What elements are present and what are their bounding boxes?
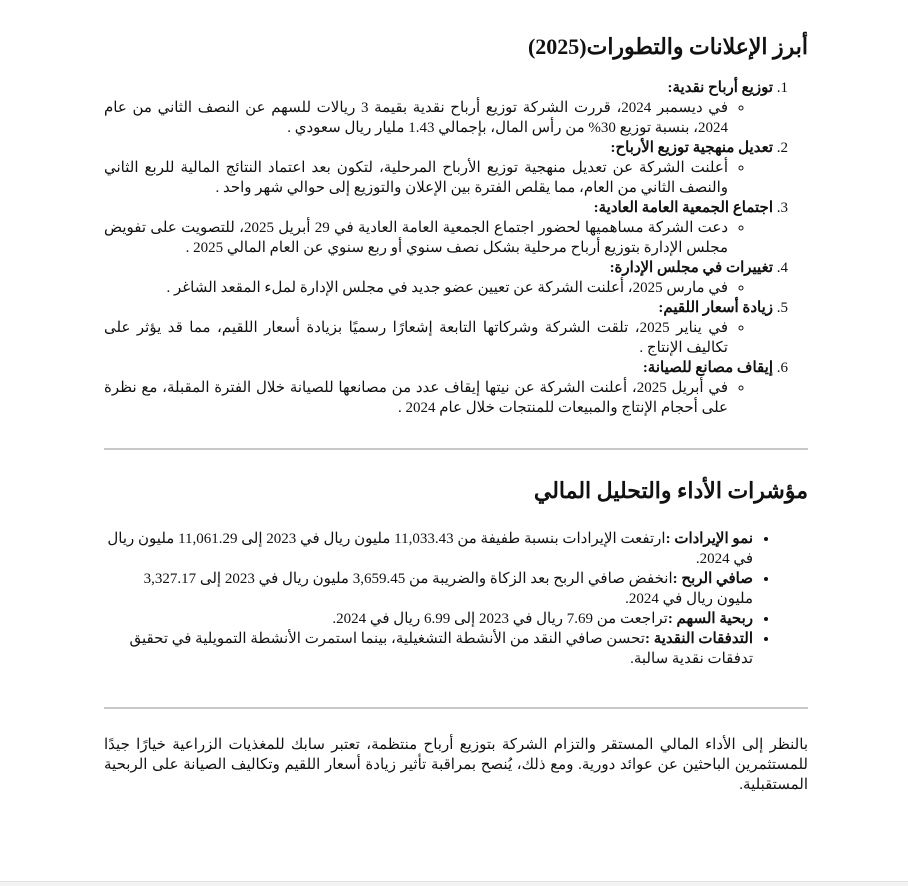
announcement-detail-list	[104, 218, 773, 258]
performance-item	[104, 629, 753, 669]
announcement-title: تعديل منهجية توزيع الأرباح:	[610, 140, 773, 156]
announcement-title: توزيع أرباح نقدية:	[667, 80, 773, 96]
announcement-detail: ◦ دعت الشركة مساهميها لحضور اجتماع الجمعية العامة العادية في 29 أبريل 2025، للتصويت على تفويض مجلس الإدارة بتوزيع أرباح مرحلية بشكل نصف سنوي أو ربع سنوي عن العام المالي 2025 .	[104, 218, 728, 258]
announcement-detail-list	[104, 378, 773, 418]
announcement-item	[104, 258, 773, 298]
announcement-title: زيادة أسعار اللقيم:	[658, 300, 773, 316]
announcement-detail-list	[104, 278, 773, 298]
performance-text: تراجعت من 7.69 ريال في 2023 إلى 6.99 ريال في 2024.	[332, 611, 668, 627]
announcement-title: اجتماع الجمعية العامة العادية:	[593, 200, 773, 216]
announcements-list	[104, 78, 808, 418]
performance-item	[104, 609, 753, 629]
announcement-item	[104, 298, 773, 358]
performance-list	[104, 529, 808, 669]
announcement-detail-list	[104, 98, 773, 138]
announcement-item	[104, 138, 773, 198]
performance-item	[104, 569, 753, 609]
announcement-detail-list	[104, 318, 773, 358]
announcement-item	[104, 358, 773, 418]
announcement-detail: ◦ في يناير 2025، تلقت الشركة وشركاتها التابعة إشعارًا رسميًا بزيادة أسعار اللقيم، مما قد يؤثر على تكاليف الإنتاج .	[104, 318, 728, 358]
section-divider	[104, 707, 808, 709]
performance-label: صافي الربح :	[672, 571, 753, 587]
announcement-detail: ◦ في ديسمبر 2024، قررت الشركة توزيع أرباح نقدية بقيمة 3 ريالات للسهم عن النصف الثاني من عام 2024، بنسبة توزيع 30% من رأس المال، بإجمالي 1.43 مليار ريال سعودي .	[104, 98, 728, 138]
performance-item	[104, 529, 753, 569]
announcement-detail: ◦ أعلنت الشركة عن تعديل منهجية توزيع الأرباح المرحلية، لتكون بعد اعتماد النتائج المالية للربع الثاني والنصف الثاني من العام، مما يقلص الفترة بين الإعلان والتوزيع إلى حوالي شهر واحد .	[104, 158, 728, 198]
performance-heading: مؤشرات الأداء والتحليل المالي	[533, 478, 808, 503]
announcement-detail-list	[104, 158, 773, 198]
performance-label: نمو الإيرادات :	[665, 531, 753, 547]
announcement-title: إيقاف مصانع للصيانة:	[642, 360, 773, 376]
performance-label: ربحية السهم :	[667, 611, 753, 627]
announcement-item	[104, 198, 773, 258]
announcement-title: تغييرات في مجلس الإدارة:	[609, 260, 773, 276]
bottom-scroll-strip	[0, 881, 908, 886]
announcements-heading: أبرز الإعلانات والتطورات(2025)	[527, 34, 808, 59]
announcement-detail: ◦ في أبريل 2025، أعلنت الشركة عن نيتها إيقاف عدد من مصانعها للصيانة خلال الفترة المقبلة، مع نظرة على أحجام الإنتاج والمبيعات للمنتجات خلال عام 2024 .	[104, 378, 728, 418]
performance-text: ارتفعت الإيرادات بنسبة طفيفة من 11,033.43 مليون ريال في 2023 إلى 11,061.29 مليون ريال في 2024.	[107, 531, 753, 567]
announcement-item	[104, 78, 773, 138]
performance-label: التدفقات النقدية :	[644, 631, 753, 647]
document	[104, 0, 808, 795]
performance-text: انخفض صافي الربح بعد الزكاة والضريبة من 3,659.45 مليون ريال في 2023 إلى 3,327.17 مليون ريال في 2024.	[143, 571, 753, 607]
conclusion-paragraph: بالنظر إلى الأداء المالي المستقر والتزام الشركة بتوزيع أرباح منتظمة، تعتبر سابك للمغذيات الزراعية خيارًا جيدًا للمستثمرين الباحثين عن عوائد دورية. ومع ذلك، يُنصح بمراقبة تأثير زيادة أسعار اللقيم وتكاليف الصيانة على الربحية المستقبلية.	[104, 737, 808, 793]
announcement-detail: ◦ في مارس 2025، أعلنت الشركة عن تعيين عضو جديد في مجلس الإدارة لملء المقعد الشاغر .	[104, 278, 728, 298]
performance-text: تحسن صافي النقد من الأنشطة التشغيلية، بينما استمرت الأنشطة التمويلية في تحقيق تدفقات نقدية سالبة.	[129, 631, 753, 667]
section-divider	[104, 448, 808, 450]
